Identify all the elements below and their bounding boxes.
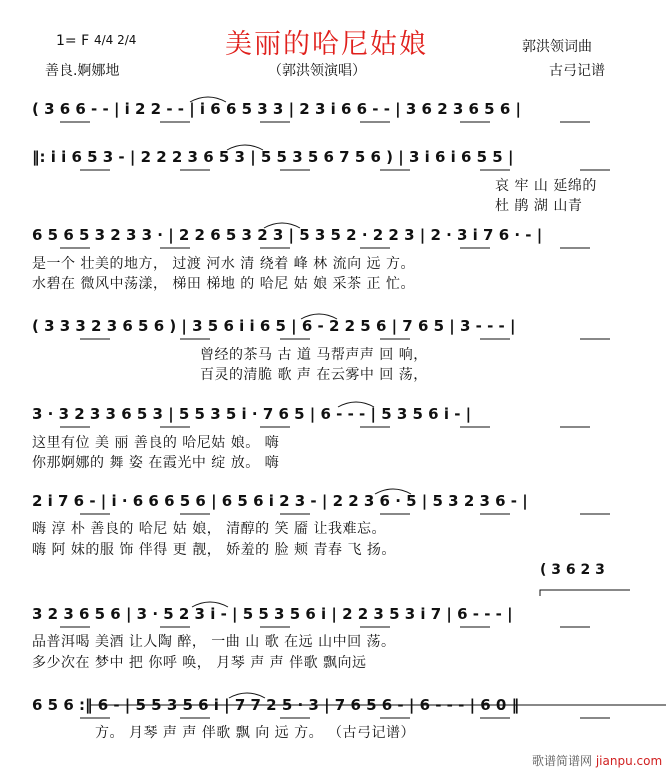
lyric-line: 多少次在 梦中 把 你呼 唤， 月琴 声 声 伴歌 飘向远	[32, 655, 367, 671]
notation-line: ( 3 6 6 - - | i 2 2 - - | i 6 6 5 3 3 | 2 3 i 6 6 - - | 3 6 2 3 6 5 6 |	[32, 100, 521, 118]
watermark-cn: 歌谱简谱网	[532, 754, 593, 768]
key-signature: 1= F	[56, 33, 90, 49]
performer-credit: （郭洪领演唱）	[268, 63, 366, 79]
lyric-line: 嗨 阿 妹的服 饰 伴得 更 靓， 娇羞的 脸 颊 青春 飞 扬。	[32, 542, 396, 558]
notation-line: ( 3 3 3 2 3 6 5 6 ) | 3 5 6 i i 6 5 | 6 - 2 2 5 6 | 7 6 5 | 3 - - - |	[32, 317, 516, 335]
song-title: 美丽的哈尼姑娘	[225, 29, 428, 60]
lyric-line: 这里有位 美 丽 善良的 哈尼姑 娘。 嗨	[32, 435, 280, 451]
lyric-line: 品普洱喝 美酒 让人陶 醉， 一曲 山 歌 在远 山中回 荡。	[32, 634, 396, 650]
notation-line: ‖: i i 6 5 3 - | 2 2 2 3 6 5 3 | 5 5 3 5 6 7 5 6 ) | 3 i 6 i 6 5 5 |	[32, 148, 514, 166]
lyric-line: 百灵的清脆 歌 声 在云雾中 回 荡，	[200, 367, 428, 383]
notation-line: 6 5 6 5 3 2 3 3 · | 2 2 6 5 3 2 3 | 5 3 5 2 · 2 2 3 | 2 · 3 i 7 6 · - |	[32, 226, 543, 244]
volta-bracket	[540, 590, 630, 596]
watermark	[532, 752, 662, 769]
lyric-line: 嗨 淳 朴 善良的 哈尼 姑 娘， 清醇的 笑 靥 让我难忘。	[32, 521, 387, 537]
pickup-notes: ( 3 6 2 3	[540, 562, 605, 578]
lyric-line: 水碧在 微风中荡漾， 梯田 梯地 的 哈尼 姑 娘 采茶 正 忙。	[32, 276, 416, 292]
lyric-line: 你那婀娜的 舞 姿 在霞光中 绽 放。 嗨	[32, 455, 280, 471]
lyric-line: 是一个 壮美的地方， 过渡 河水 清 绕着 峰 林 流向 远 方。	[32, 256, 416, 272]
song-credits: 郭洪领词曲	[522, 39, 592, 55]
notation-line: 6 5 6 :‖ 6 - | 5 5 3 5 6 i | 7 7 2 5 · 3 | 7 6 5 6 - | 6 - - - | 6 0 ‖	[32, 696, 520, 714]
notation-line: 3 · 3 2 3 3 6 5 3 | 5 5 3 5 i · 7 6 5 | 6 - - - | 5 3 5 6 i - |	[32, 405, 472, 423]
performance-direction: 善良.婀娜地	[45, 63, 120, 79]
lyric-line: 杜 鹃 湖 山青	[495, 198, 583, 214]
notation-line: 3 2 3 6 5 6 | 3 · 5 2 3 i - | 5 5 3 5 6 i | 2 2 3 5 3 i 7 | 6 - - - |	[32, 605, 513, 623]
time-signature: 4/4 2/4	[94, 33, 137, 47]
lyric-line: 方。 月琴 声 声 伴歌 飘 向 远 方。 （古弓记谱）	[95, 725, 416, 741]
transcriber-credit: 古弓记谱	[549, 63, 605, 79]
lyric-line: 曾经的茶马 古 道 马帮声声 回 响，	[200, 347, 428, 363]
notation-line: 2 i 7 6 - | i · 6 6 6 5 6 | 6 5 6 i 2 3 - | 2 2 3 6 · 5 | 5 3 2 3 6 - |	[32, 492, 528, 510]
lyric-line: 哀 牢 山 延绵的	[495, 178, 597, 194]
watermark-url: jianpu.com	[595, 754, 663, 768]
